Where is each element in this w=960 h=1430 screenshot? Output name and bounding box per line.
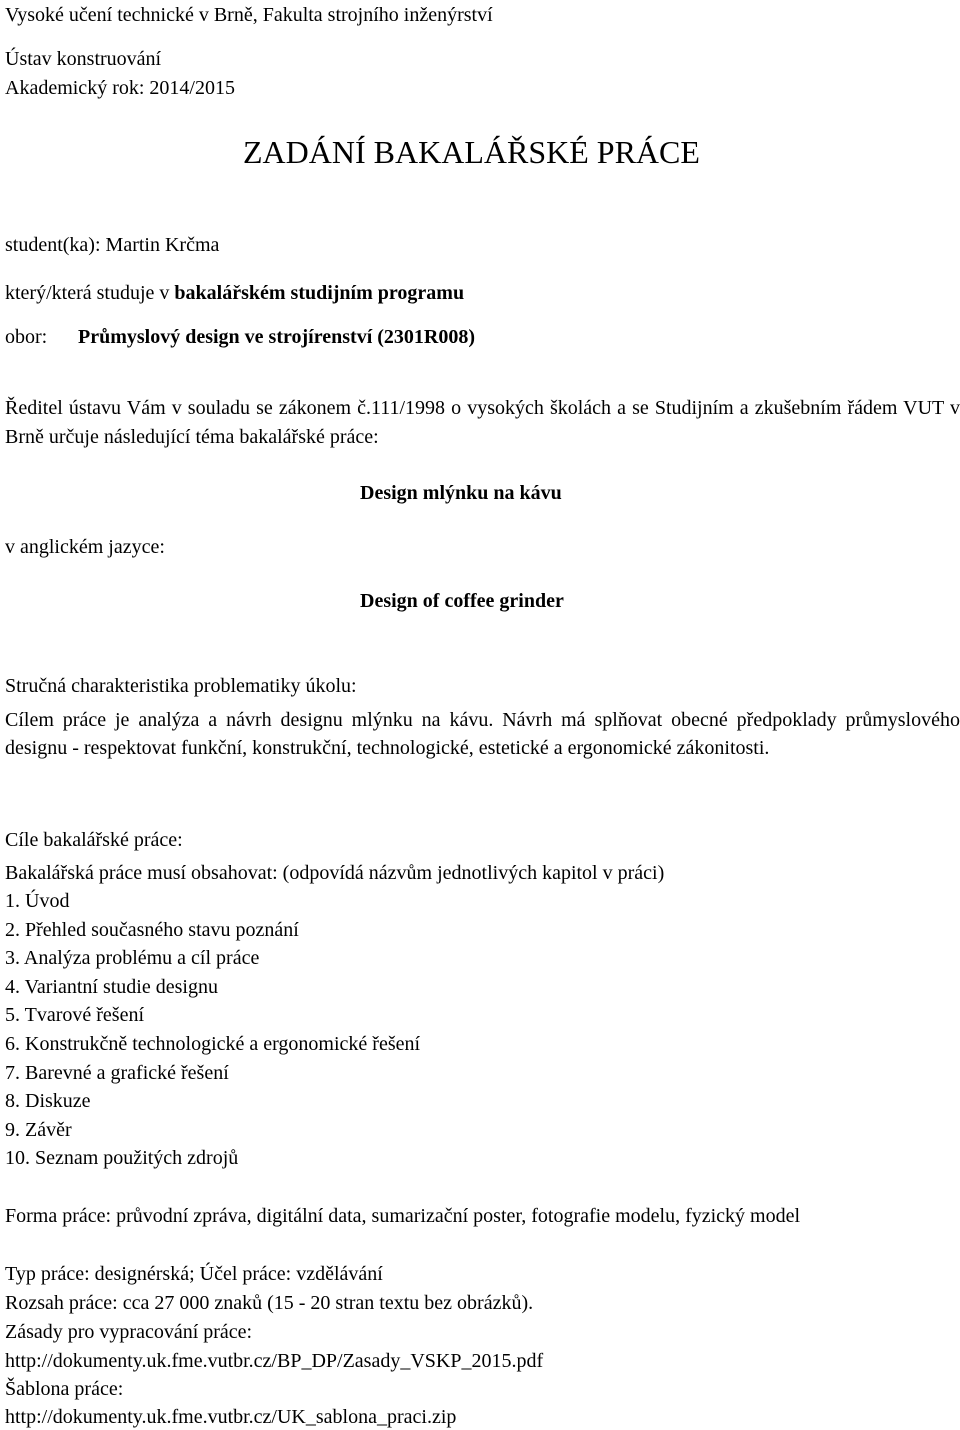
chapter-list bbox=[5, 887, 420, 1173]
program-prefix: který/která studuje v bbox=[5, 282, 170, 304]
goals-intro: Bakalářská práce musí obsahovat: (odpovídá názvům jednotlivých kapitol v práci) bbox=[5, 862, 665, 884]
field-value: Průmyslový design ve strojírenství (2301R008) bbox=[78, 326, 476, 348]
brief-heading: Stručná charakteristika problematiky úkolu: bbox=[5, 675, 357, 697]
student-label: student(ka): bbox=[5, 234, 101, 256]
field-label: obor: bbox=[5, 326, 48, 348]
list-item: 3. Analýza problému a cíl práce bbox=[5, 947, 260, 970]
template-link[interactable]: http://dokumenty.uk.fme.vutbr.cz/UK_sablona_praci.zip bbox=[5, 1406, 457, 1428]
student-name: Martin Krčma bbox=[105, 234, 220, 256]
intro-paragraph: Ředitel ústavu Vám v souladu se zákonem č.111/1998 o vysokých školách a se Studijním a zkušebním řádem VUT v Brně určuje následující téma bakalářské práce: bbox=[5, 397, 960, 448]
work-scope: Rozsah práce: cca 27 000 znaků (15 - 20 stran textu bez obrázků). bbox=[5, 1292, 534, 1314]
list-item: 1. Úvod bbox=[5, 890, 70, 912]
list-item: 2. Přehled současného stavu poznání bbox=[5, 918, 299, 941]
list-item: 10. Seznam použitých zdrojů bbox=[5, 1147, 239, 1170]
list-item: 9. Závěr bbox=[5, 1118, 72, 1141]
list-item: 8. Diskuze bbox=[5, 1090, 91, 1113]
principles-link[interactable]: http://dokumenty.uk.fme.vutbr.cz/BP_DP/Zasady_VSKP_2015.pdf bbox=[5, 1350, 544, 1372]
english-label: v anglickém jazyce: bbox=[5, 536, 165, 558]
university-name: Vysoké učení technické v Brně, Fakulta strojního inženýrství bbox=[5, 4, 493, 26]
list-item: 4. Variantní studie designu bbox=[5, 975, 218, 998]
list-item: 6. Konstrukčně technologické a ergonomické řešení bbox=[5, 1032, 421, 1055]
institute-name: Ústav konstruování bbox=[5, 48, 162, 70]
principles-label: Zásady pro vypracování práce: bbox=[5, 1321, 253, 1343]
program-name: bakalářském studijním programu bbox=[174, 282, 465, 304]
brief-text: Cílem práce je analýza a návrh designu mlýnku na kávu. Návrh má splňovat obecné předpoklady průmyslového designu - respektovat funkční, konstrukční, technologické, estetické a ergonomické zákonitosti. bbox=[5, 709, 960, 759]
page-title: ZADÁNÍ BAKALÁŘSKÉ PRÁCE bbox=[243, 134, 700, 170]
list-item: 5. Tvarové řešení bbox=[5, 1004, 145, 1027]
program-line bbox=[5, 281, 464, 305]
template-label: Šablona práce: bbox=[5, 1378, 124, 1400]
academic-year: Akademický rok: 2014/2015 bbox=[5, 77, 235, 99]
topic-english: Design of coffee grinder bbox=[360, 590, 564, 612]
goals-heading: Cíle bakalářské práce: bbox=[5, 829, 183, 851]
list-item: 7. Barevné a grafické řešení bbox=[5, 1061, 229, 1084]
student-line bbox=[5, 233, 219, 257]
topic-czech: Design mlýnku na kávu bbox=[360, 482, 562, 504]
work-form: Forma práce: průvodní zpráva, digitální data, sumarizační poster, fotografie modelu, fyzický model bbox=[5, 1205, 801, 1227]
work-type: Typ práce: designérská; Účel práce: vzdělávání bbox=[5, 1263, 383, 1285]
field-line bbox=[5, 325, 475, 349]
